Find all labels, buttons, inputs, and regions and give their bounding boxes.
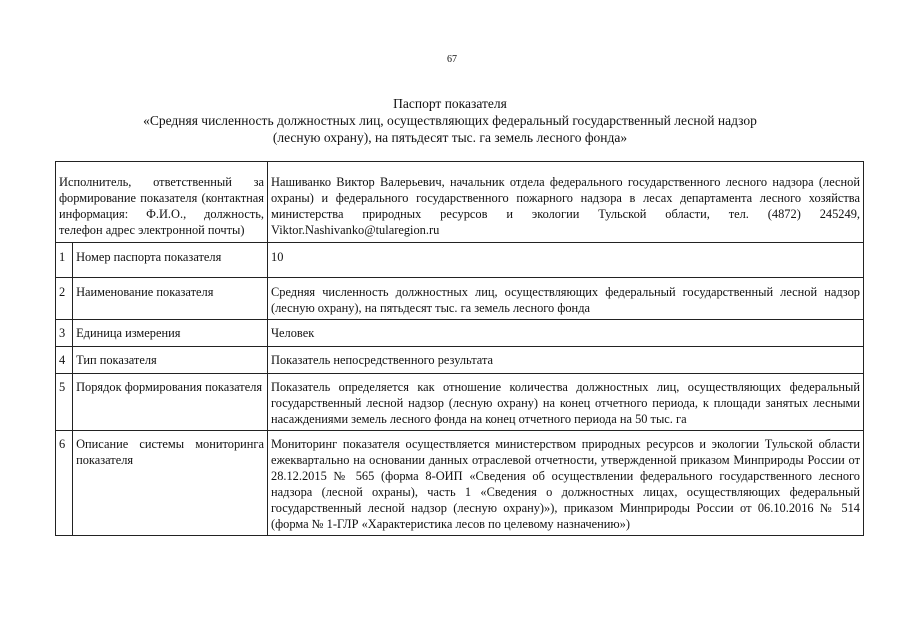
- row-label: Наименование показателя: [73, 278, 268, 320]
- row-number: 6: [56, 431, 73, 536]
- table-row: [56, 278, 864, 320]
- row-number: 5: [56, 374, 73, 431]
- row-value: Показатель определяется как отношение количества должностных лиц, осуществляющих федеральный государственный лесной надзор (лесную охрану) на конец отчетного периода, к площади занятых лесными насаждениями земель лесного фонда на конец отчетного периода на 50 тыс. га: [268, 374, 864, 431]
- table-row: [56, 347, 864, 374]
- responsible-value: Нашиванко Виктор Валерьевич, начальник отдела федерального государственного лесного надзора (лесной охраны) и федерального государственного пожарного надзора в лесах департамента лесного хозяйства министерства природных ресурсов и экологии Тульской области, тел. (4872) 245249, Viktor.Nashivanko@tularegion.ru: [268, 162, 864, 243]
- document-title: [40, 95, 860, 146]
- row-label: Единица измерения: [73, 320, 268, 347]
- row-label: Тип показателя: [73, 347, 268, 374]
- row-number: 4: [56, 347, 73, 374]
- page-number: 67: [447, 54, 457, 65]
- row-value: Мониторинг показателя осуществляется министерством природных ресурсов и экологии Тульской области ежеквартально на основании данных отраслевой отчетности, утвержденной приказом Минприроды России от 28.12.2015 № 565 (форма 8-ОИП «Сведения об осуществлении федерального государственного лесного надзора (лесной охраны), часть 1 «Сведения о должностных лицах, осуществляющих федеральный государственный лесной надзор (лесную охрану)»), приказом Минприроды России от 06.10.2016 № 514 (форма № 1-ГЛР «Характеристика лесов по целевому назначению»): [268, 431, 864, 536]
- row-value: Человек: [268, 320, 864, 347]
- row-label: Описание системы мониторинга показателя: [73, 431, 268, 536]
- responsible-label: Исполнитель, ответственный за формирование показателя (контактная информация: Ф.И.О., должность, телефон адрес электронной почты): [56, 162, 268, 243]
- table-row: [56, 320, 864, 347]
- row-label: Номер паспорта показателя: [73, 243, 268, 278]
- table-row: [56, 243, 864, 278]
- title-line-2: «Средняя численность должностных лиц, осуществляющих федеральный государственный лесной надзор: [143, 113, 757, 128]
- row-value: 10: [268, 243, 864, 278]
- passport-table: [55, 161, 864, 536]
- row-value: Средняя численность должностных лиц, осуществляющих федеральный государственный лесной надзор (лесную охрану), на пятьдесят тыс. га земель лесного фонда: [268, 278, 864, 320]
- row-value: Показатель непосредственного результата: [268, 347, 864, 374]
- row-label: Порядок формирования показателя: [73, 374, 268, 431]
- row-number: 1: [56, 243, 73, 278]
- row-number: 3: [56, 320, 73, 347]
- title-line-3: (лесную охрану), на пятьдесят тыс. га земель лесного фонда»: [272, 130, 628, 145]
- table-row: [56, 431, 864, 536]
- row-number: 2: [56, 278, 73, 320]
- table-row: [56, 374, 864, 431]
- title-line-1: Паспорт показателя: [393, 96, 507, 111]
- table-header-row: [56, 162, 864, 243]
